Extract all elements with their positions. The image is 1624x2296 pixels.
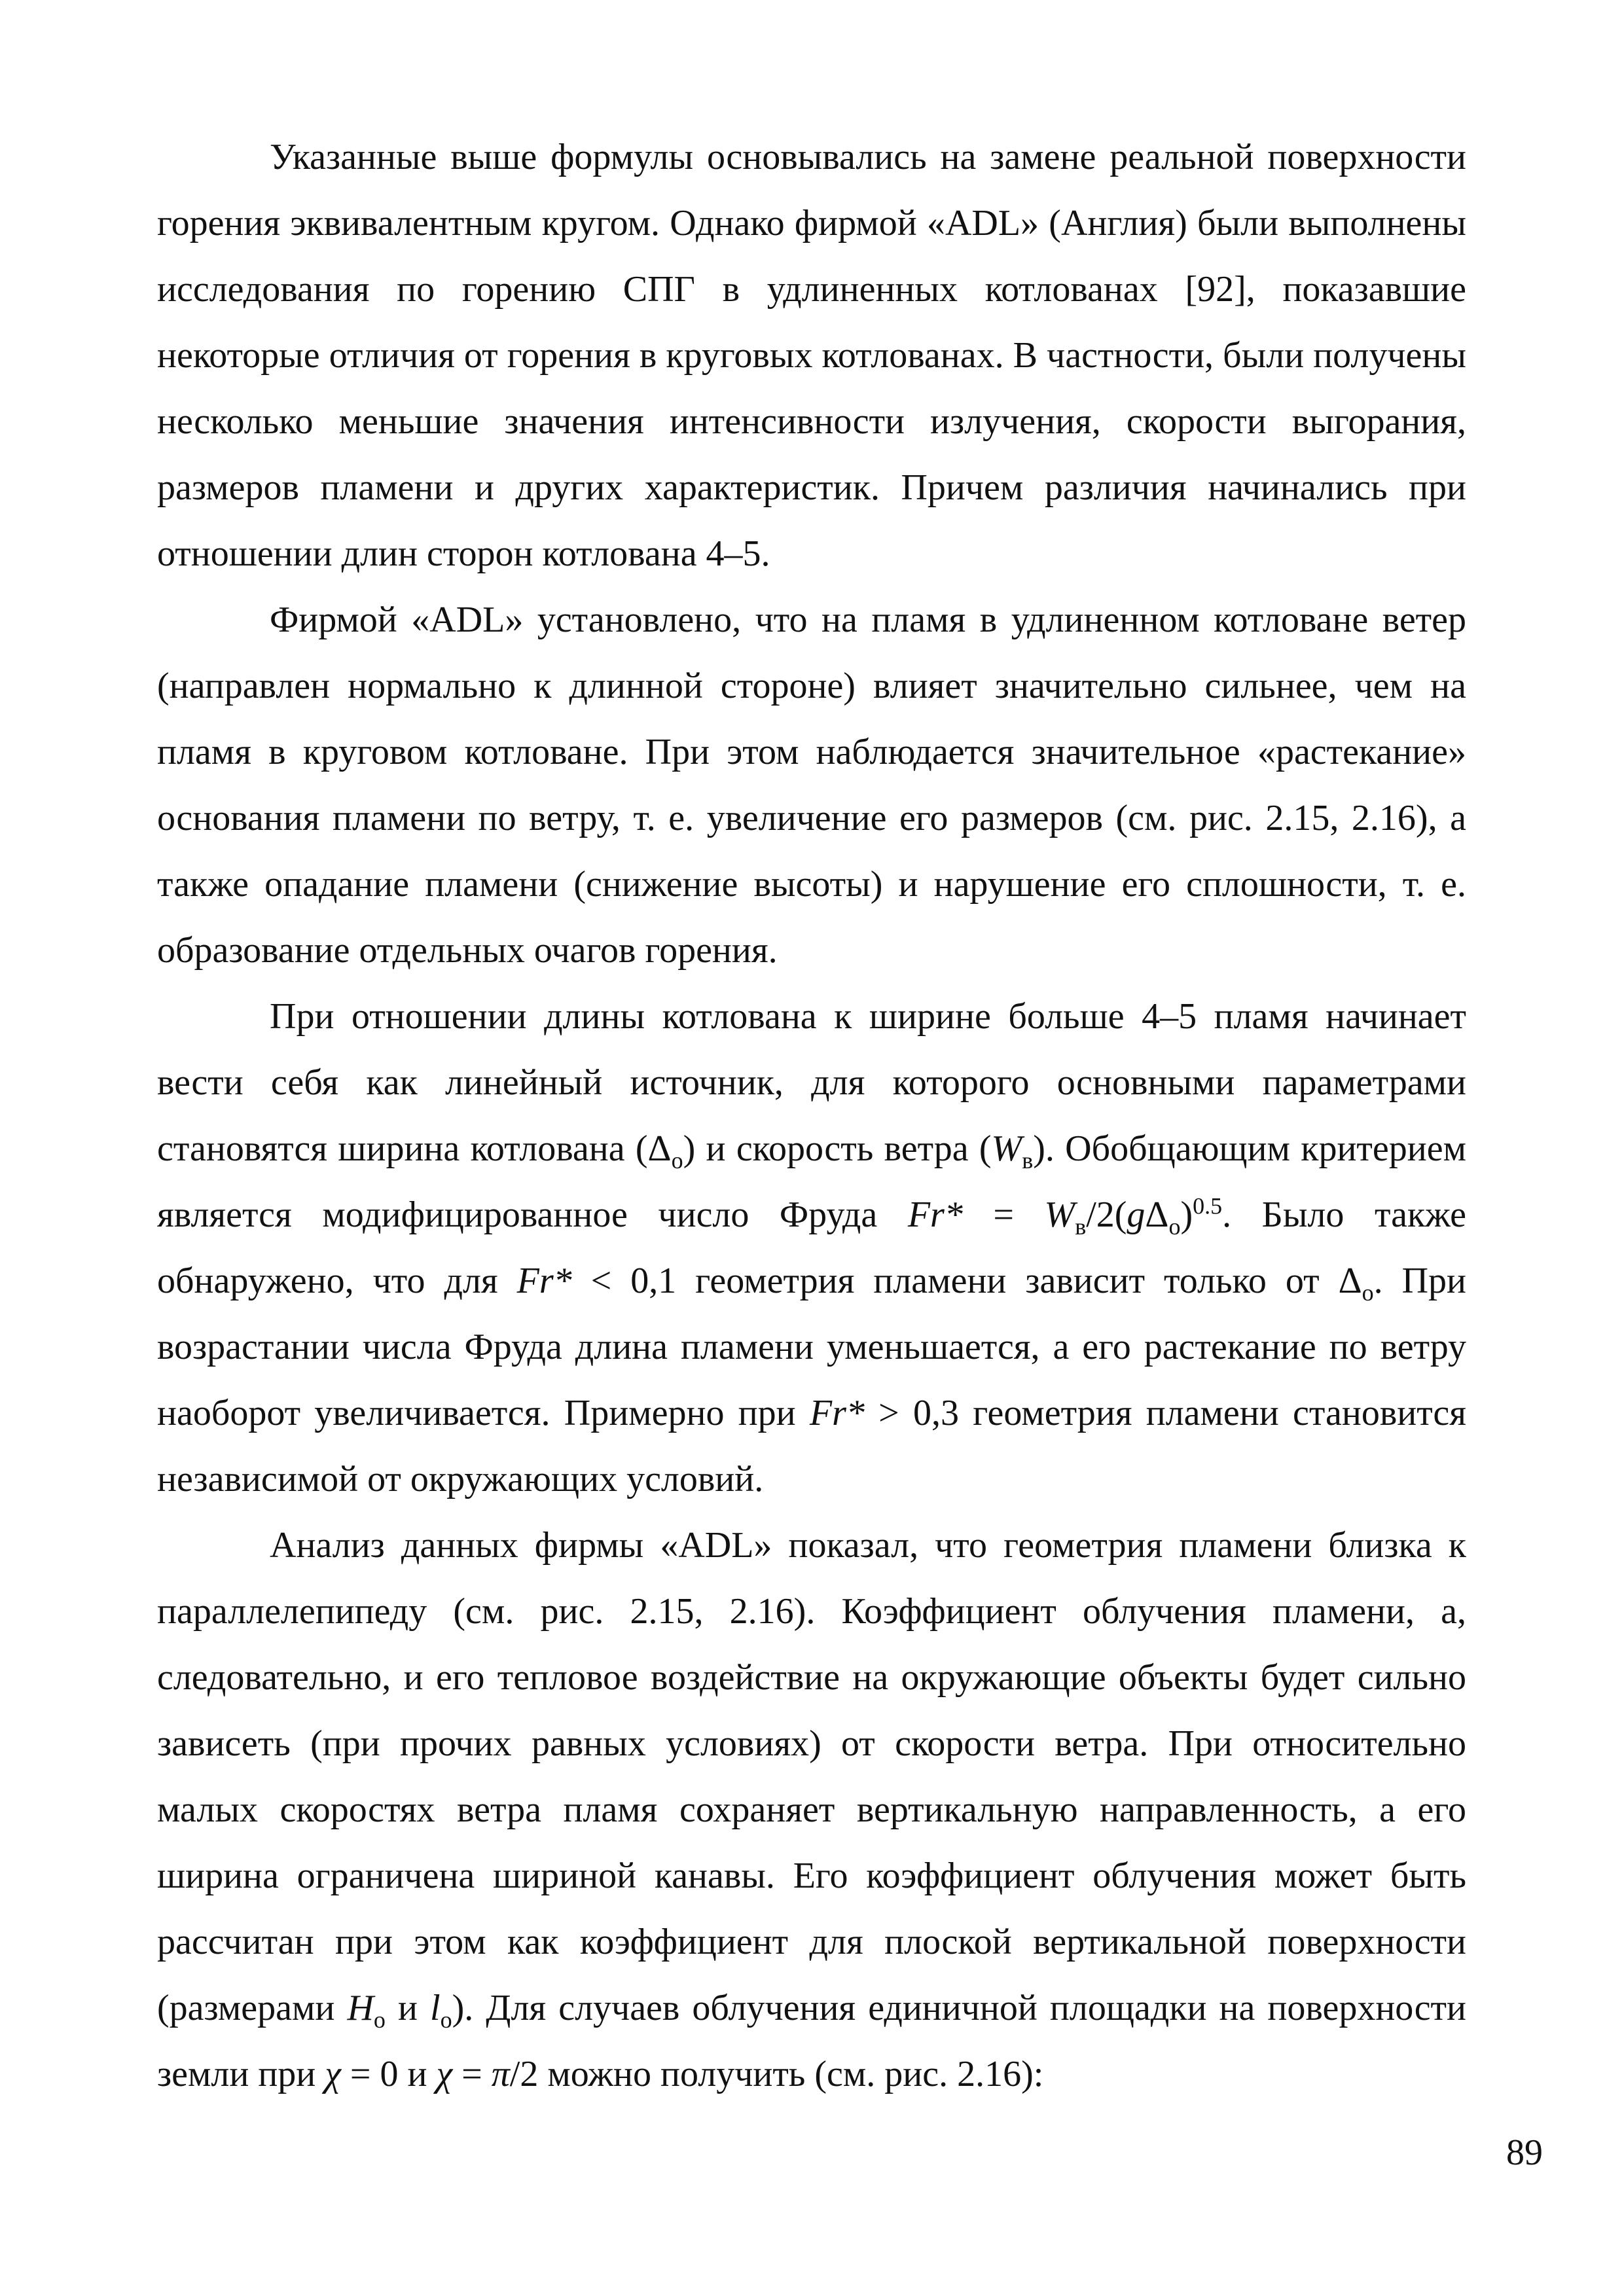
- exponent: 0.5: [1193, 1193, 1223, 1219]
- paragraph-1: Указанные выше формулы основывались на замене реальной поверхности горения эквивалентным кругом. Однако фирмой «ADL» (Англия) были выполнены исследования по горению СПГ в удлиненных котлованах [92], показавшие некоторые отличия от горения в круговых котлованах. В частности, были получены несколько меньшие значения интенсивности излучения, скорости выгорания, размеров пламени и других характеристик. Причем различия начинались при отношении длин сторон котлована 4–5.: [157, 137, 1466, 574]
- text-fragment: ) и скорость ветра (: [683, 1128, 992, 1169]
- text-fragment: /2(: [1086, 1194, 1127, 1235]
- paragraph-2: Фирмой «ADL» установлено, что на пламя в удлиненном котловане ветер (направлен нормально к длинной стороне) влияет значительно сильнее, чем на пламя в круговом котловане. При этом наблюдается значительное «растекание» основания пламени по ветру, т. е. увеличение его размеров (см. рис. 2.15, 2.16), а также опадание пламени (снижение высоты) и нарушение его сплошности, т. е. образование отдельных очагов горения.: [157, 600, 1466, 971]
- text-fragment: . Было также обнаружено, что для: [157, 1194, 1466, 1301]
- text-fragment: = 0 и: [340, 2054, 437, 2094]
- subscript: о: [1362, 1280, 1374, 1306]
- text-fragment: =: [452, 2054, 492, 2094]
- text-fragment: =: [962, 1194, 1045, 1235]
- froude-symbol: Fr: [907, 1194, 945, 1235]
- subscript: в: [1075, 1213, 1087, 1240]
- text-fragment: При отношении длины котлована к ширине больше 4–5 пламя начинает вести себя как линейный источник, для которого основными параметрами становятся ширина котлована (Δ: [157, 996, 1466, 1169]
- variable-chi: χ: [436, 2054, 453, 2094]
- froude-symbol: Fr: [809, 1393, 846, 1433]
- body-text: [157, 124, 1466, 2108]
- paragraph-3: [157, 984, 1466, 1513]
- text-fragment: Δ: [1145, 1194, 1169, 1235]
- page-number: 89: [1506, 2132, 1543, 2173]
- variable-l: l: [430, 1988, 441, 2028]
- subscript: о: [1168, 1213, 1181, 1240]
- text-fragment: > 0,3 геометрия пламени становится независимой от окружающих условий.: [157, 1393, 1467, 1499]
- text-fragment: ). Обобщающим критерием является модифицированное число Фруда: [157, 1128, 1467, 1235]
- variable-pi: π: [491, 2054, 510, 2094]
- star-index: *: [944, 1194, 963, 1235]
- subscript: о: [373, 2007, 386, 2034]
- text-fragment: Анализ данных фирмы «ADL» показал, что геометрия пламени близка к параллелепипеду (см. рис. 2.15, 2.16). Коэффициент облучения пламени, а, следовательно, и его тепловое воздействие на окружающие объекты будет сильно зависеть (при прочих равных условиях) от скорости ветра. При относительно малых скоростях ветра пламя сохраняет вертикальную направленность, а его ширина ограничена шириной канавы. Его коэффициент облучения может быть рассчитан при этом как коэффициент для плоской вертикальной поверхности (размерами: [157, 1525, 1466, 2028]
- subscript: о: [671, 1147, 683, 1174]
- text-fragment: < 0,1 геометрия пламени зависит только от Δ: [571, 1261, 1362, 1301]
- paragraph-4: [157, 1513, 1466, 2108]
- text-fragment: и: [385, 1988, 430, 2028]
- subscript: в: [1022, 1147, 1034, 1174]
- star-index: *: [846, 1393, 865, 1433]
- variable-h: H: [347, 1988, 374, 2028]
- variable-g: g: [1127, 1194, 1146, 1235]
- variable-w: W: [1044, 1194, 1075, 1235]
- text-fragment: /2 можно получить (см. рис. 2.16):: [509, 2054, 1044, 2094]
- froude-symbol: Fr: [516, 1261, 554, 1301]
- subscript: о: [440, 2007, 452, 2034]
- text-fragment: . При возрастании числа Фруда длина пламени уменьшается, а его растекание по ветру наоборот увеличивается. Примерно при: [157, 1261, 1466, 1433]
- variable-w: W: [991, 1128, 1022, 1169]
- text-fragment: ): [1180, 1194, 1193, 1235]
- text-fragment: ). Для случаев облучения единичной площадки на поверхности земли при: [157, 1988, 1467, 2094]
- star-index: *: [553, 1261, 572, 1301]
- variable-chi: χ: [325, 2054, 341, 2094]
